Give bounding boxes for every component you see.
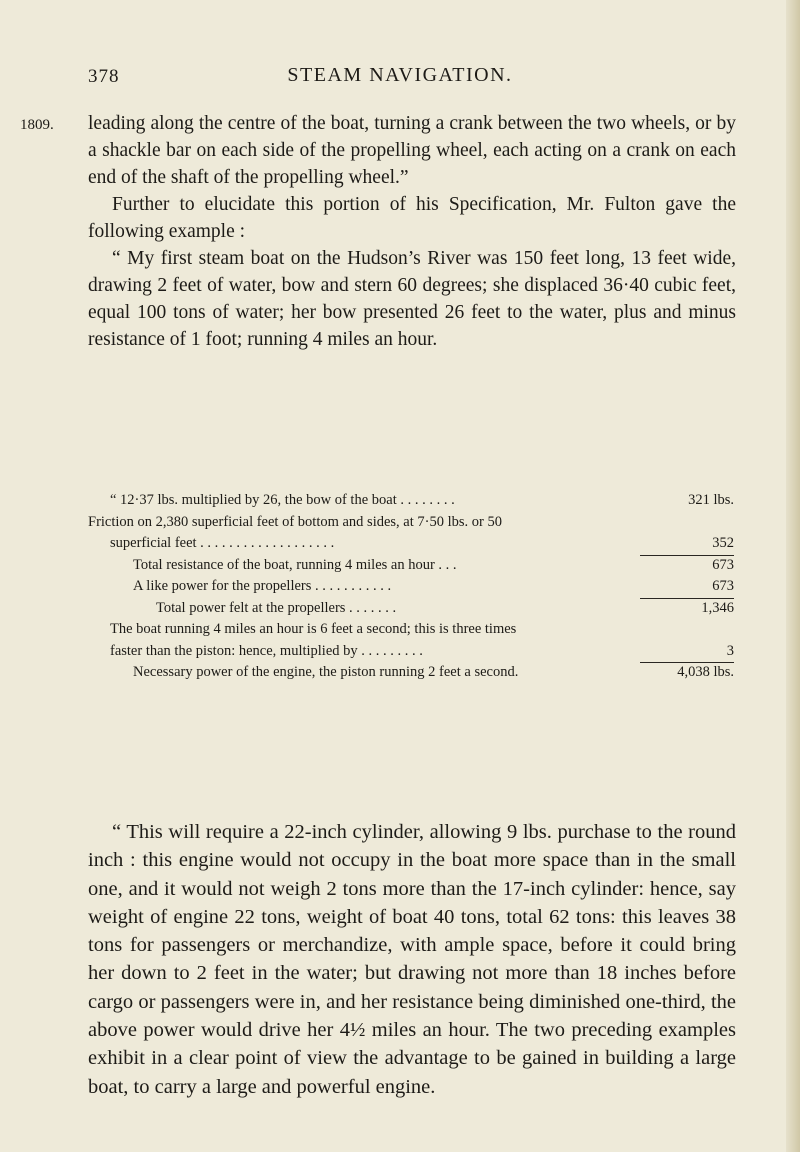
margin-year: 1809.: [20, 117, 54, 133]
table-row: [88, 555, 734, 577]
row-amount: 321 lbs.: [688, 492, 734, 508]
row-label: Necessary power of the engine, the piston running 2 feet a second.: [133, 664, 519, 680]
paragraph: Further to elucidate this portion of his Specification, Mr. Fulton gave the following example :: [88, 194, 736, 242]
paragraph: “ This will require a 22-inch cylinder, allowing 9 lbs. purchase to the round inch : this engine would not occupy in the boat more space than in the small one, and it would not weigh 2 tons more than the 17-inch cylinder: hence, say weight of engine 22 tons, weight of boat 40 tons, total 62 tons: this leaves 38 tons for passengers or merchandize, with ample space, before it could bring her down to 2 feet in the water; but drawing not more than 18 inches before cargo or passengers were in, and her resistance being diminished one-third, the above power would drive her 4½ miles an hour. The two preceding examples exhibit in a clear point of view the advantage to be gained in building a large boat, to carry a large and powerful engine.: [88, 821, 736, 1098]
row-amount: 673: [712, 578, 734, 594]
row-label: “ 12·37 lbs. multiplied by 26, the bow of the boat . . . . . . . .: [110, 492, 455, 508]
closing-text: [88, 818, 736, 1101]
table-row: [88, 662, 734, 684]
paragraph: “ My first steam boat on the Hudson’s River was 150 feet long, 13 feet wide, drawing 2 feet of water, bow and stern 60 degrees; she displaced 36·40 cubic feet, equal 100 tons of water; her bow presented 26 feet to the water, plus and minus resistance of 1 foot; running 4 miles an hour.: [88, 248, 736, 350]
table-row: [88, 641, 734, 663]
row-amount: 3: [726, 642, 734, 659]
page-edge: [786, 0, 800, 1152]
row-amount: 673: [712, 556, 734, 573]
row-label: faster than the piston: hence, multiplied by . . . . . . . . .: [110, 642, 423, 659]
row-amount: 4,038 lbs.: [677, 664, 734, 680]
page-number: 378: [88, 66, 120, 87]
table-row: [88, 576, 734, 598]
row-amount: 1,346: [701, 599, 734, 616]
row-label: superficial feet . . . . . . . . . . . . . . . . . . .: [110, 535, 335, 551]
table-row: [88, 598, 734, 620]
row-label: The boat running 4 miles an hour is 6 feet a second; this is three times: [110, 621, 517, 637]
row-amount: 352: [712, 535, 734, 551]
opening-text: [88, 110, 736, 353]
row-label: A like power for the propellers . . . . . . . . . . .: [133, 578, 392, 594]
paragraph: leading along the centre of the boat, turning a crank between the two wheels, or by a shackle bar on each side of the propelling wheel, each acting on a crank on each end of the shaft of the propelling wheel.”: [88, 113, 736, 188]
row-label: Total power felt at the propellers . . . . . . .: [156, 599, 397, 616]
table-row: [88, 490, 734, 512]
resistance-table: [88, 490, 734, 684]
running-title: STEAM NAVIGATION.: [287, 64, 513, 86]
table-row: [88, 533, 734, 555]
table-row: [88, 512, 734, 534]
table-row: [88, 619, 734, 641]
row-label: Friction on 2,380 superficial feet of bottom and sides, at 7·50 lbs. or 50: [88, 513, 502, 530]
row-label: Total resistance of the boat, running 4 miles an hour . . .: [133, 556, 457, 573]
